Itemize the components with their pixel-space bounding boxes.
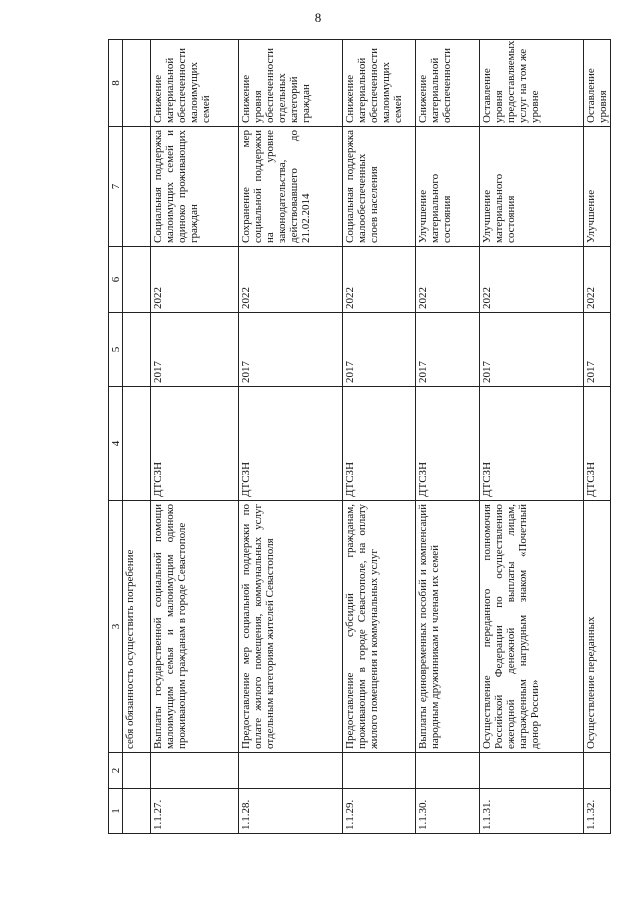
table-row — [416, 40, 480, 834]
cell-result: Сохранение мер социальной поддержки на уровне законодательства, действовавшего до 21.02.2014 — [239, 127, 343, 247]
table-row — [584, 40, 611, 834]
cell-executor — [123, 387, 151, 501]
cell-measure: себя обязанность осуществить погребение — [123, 501, 151, 753]
cell-executor: ДТСЗН — [343, 387, 416, 501]
cell-number: 1.1.27. — [151, 789, 239, 834]
measures-table — [108, 39, 611, 834]
header-cell: 1 — [109, 789, 123, 834]
cell-consequence — [123, 40, 151, 127]
cell-measure: Осуществление переданного полномочия Российской Федерации по осуществлению ежегодной денежной выплаты лицам, награжденным нагрудным знаком «Почетный донор России» — [480, 501, 584, 753]
cell-col2 — [123, 753, 151, 789]
cell-end-year: 2022 — [416, 247, 480, 313]
cell-number: 1.1.28. — [239, 789, 343, 834]
cell-consequence: Снижение материальной обеспеченности малоимущих семей — [151, 40, 239, 127]
cell-col2 — [480, 753, 584, 789]
cell-end-year — [123, 247, 151, 313]
cell-number: 1.1.32. — [584, 789, 611, 834]
cell-number: 1.1.29. — [343, 789, 416, 834]
cell-executor: ДТСЗН — [416, 387, 480, 501]
cell-measure: Выплаты единовременных пособий и компенсаций народным дружинникам и членам их семей — [416, 501, 480, 753]
cell-result: Социальная поддержка малообеспеченных слоев населения — [343, 127, 416, 247]
page-number: 8 — [314, 10, 322, 25]
cell-start-year: 2017 — [239, 313, 343, 387]
cell-measure: Предоставление субсидий гражданам, проживающим в городе Севастополе, на оплату жилого помещения и коммунальных услуг — [343, 501, 416, 753]
header-cell: 4 — [109, 387, 123, 501]
cell-result: Улучшение материального состояния — [416, 127, 480, 247]
cell-measure: Выплаты государственной социальной помощи малоимущим семья и малоимущим одиноко проживающим гражданам в городе Севастополе — [151, 501, 239, 753]
cell-start-year: 2017 — [151, 313, 239, 387]
cell-col2 — [239, 753, 343, 789]
table-row — [239, 40, 343, 834]
cell-result: Улучшение — [584, 127, 611, 247]
table-row — [480, 40, 584, 834]
cell-executor: ДТСЗН — [480, 387, 584, 501]
cell-measure: Осуществление переданных — [584, 501, 611, 753]
header-cell: 6 — [109, 247, 123, 313]
cell-start-year: 2017 — [480, 313, 584, 387]
cell-col2 — [343, 753, 416, 789]
cell-start-year: 2017 — [584, 313, 611, 387]
table-row — [123, 40, 151, 834]
header-cell: 7 — [109, 127, 123, 247]
header-cell: 3 — [109, 501, 123, 753]
cell-result — [123, 127, 151, 247]
cell-result: Социальная поддержка малоимущих семей и одиноко проживающих граждан — [151, 127, 239, 247]
cell-end-year: 2022 — [584, 247, 611, 313]
cell-executor: ДТСЗН — [584, 387, 611, 501]
cell-end-year: 2022 — [480, 247, 584, 313]
cell-col2 — [416, 753, 480, 789]
cell-col2 — [151, 753, 239, 789]
cell-consequence: Оставление уровня предоставляемых услуг на том же уровне — [480, 40, 584, 127]
cell-col2 — [584, 753, 611, 789]
cell-end-year: 2022 — [343, 247, 416, 313]
cell-measure: Предоставление мер социальной поддержки по оплате жилого помещения, коммунальных услуг отдельным категориям жителей Севастополя — [239, 501, 343, 753]
cell-number: 1.1.31. — [480, 789, 584, 834]
table-frame — [108, 40, 609, 834]
table-header-row — [109, 40, 123, 834]
header-cell: 8 — [109, 40, 123, 127]
cell-number — [123, 789, 151, 834]
cell-executor: ДТСЗН — [239, 387, 343, 501]
cell-end-year: 2022 — [151, 247, 239, 313]
cell-consequence: Снижение уровня обеспеченности отдельных категорий граждан — [239, 40, 343, 127]
cell-executor: ДТСЗН — [151, 387, 239, 501]
header-cell: 2 — [109, 753, 123, 789]
cell-consequence: Снижение материальной обеспеченности — [416, 40, 480, 127]
cell-consequence: Оставление уровня — [584, 40, 611, 127]
rotated-table-container — [108, 40, 609, 834]
table-row — [151, 40, 239, 834]
cell-number: 1.1.30. — [416, 789, 480, 834]
table-row — [343, 40, 416, 834]
cell-start-year: 2017 — [343, 313, 416, 387]
cell-start-year — [123, 313, 151, 387]
cell-consequence: Снижение материальной обеспеченности малоимущих семей — [343, 40, 416, 127]
cell-end-year: 2022 — [239, 247, 343, 313]
header-cell: 5 — [109, 313, 123, 387]
cell-start-year: 2017 — [416, 313, 480, 387]
cell-result: Улучшение материального состояния — [480, 127, 584, 247]
